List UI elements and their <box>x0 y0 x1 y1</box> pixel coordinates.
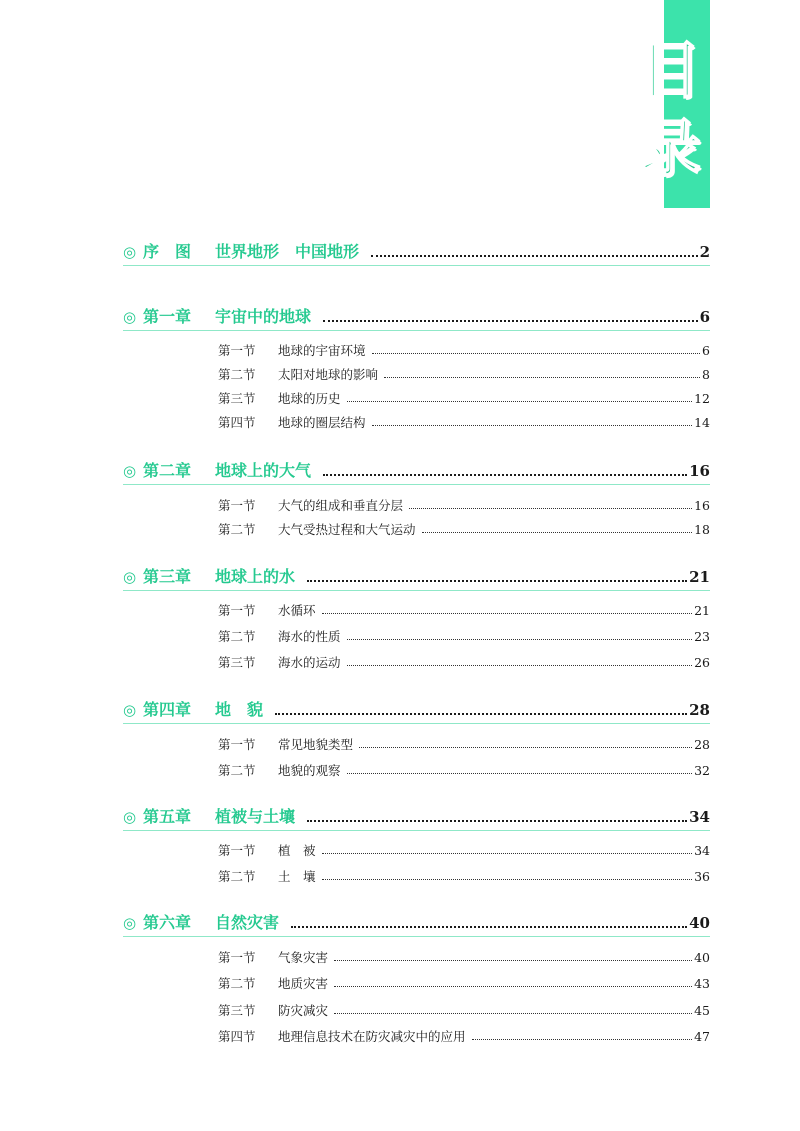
section-title: 地球的宇宙环境 <box>278 343 366 358</box>
section-label: 第四节 <box>218 1029 256 1044</box>
section-page-number: 40 <box>694 949 710 965</box>
chapter-title: 世界地形 中国地形 <box>215 242 360 261</box>
dot-leader <box>347 773 693 774</box>
toc-section-row[interactable] <box>218 411 710 433</box>
section-label: 第一节 <box>218 498 256 513</box>
dot-leader <box>291 926 687 928</box>
section-page-number: 12 <box>694 390 710 406</box>
bullet-icon: ◎ <box>123 308 137 326</box>
dot-leader <box>322 879 693 880</box>
toc-section-row[interactable] <box>218 1025 710 1047</box>
chapter-page-number: 21 <box>689 568 710 586</box>
section-title: 地球的历史 <box>278 391 341 406</box>
chapter-label: 第五章 <box>143 807 192 826</box>
chapter-title: 地 貌 <box>215 700 264 719</box>
bullet-icon: ◎ <box>123 568 137 586</box>
toc-chapter-row[interactable] <box>123 458 710 485</box>
toc-section-row[interactable] <box>218 599 710 621</box>
section-title: 地球的圈层结构 <box>278 415 366 430</box>
section-label: 第一节 <box>218 603 256 618</box>
section-title: 地理信息技术在防灾减灾中的应用 <box>278 1029 466 1044</box>
section-page-number: 18 <box>694 521 710 537</box>
section-page-number: 21 <box>694 602 710 618</box>
section-label: 第二节 <box>218 629 256 644</box>
chapter-page-number: 2 <box>699 243 710 261</box>
chapter-title: 地球上的大气 <box>215 461 312 480</box>
toc-section-row[interactable] <box>218 363 710 385</box>
chapter-label: 序 图 <box>143 242 192 261</box>
chapter-title: 地球上的水 <box>215 567 296 586</box>
section-page-number: 26 <box>694 654 710 670</box>
chapter-page-number: 28 <box>689 701 710 719</box>
dot-leader <box>322 613 693 614</box>
chapter-page-number: 40 <box>689 914 710 932</box>
toc-section-row[interactable] <box>218 387 710 409</box>
section-title: 防灾减灾 <box>278 1003 329 1018</box>
section-label: 第一节 <box>218 843 256 858</box>
toc-chapter-row[interactable] <box>123 804 710 831</box>
dot-leader <box>359 747 692 748</box>
toc-section-row[interactable] <box>218 865 710 887</box>
dot-leader <box>422 532 693 533</box>
section-title: 地貌的观察 <box>278 763 341 778</box>
toc-section-row[interactable] <box>218 651 710 673</box>
dot-leader <box>322 853 693 854</box>
toc-section-row[interactable] <box>218 759 710 781</box>
section-label: 第三节 <box>218 391 256 406</box>
toc-chapter-row[interactable] <box>123 239 710 266</box>
chapter-label: 第三章 <box>143 567 192 586</box>
chapter-page-number: 16 <box>689 462 710 480</box>
section-page-number: 14 <box>694 414 710 430</box>
dot-leader <box>372 353 701 354</box>
dot-leader <box>307 820 687 822</box>
section-label: 第一节 <box>218 343 256 358</box>
section-page-number: 32 <box>694 762 710 778</box>
section-page-number: 23 <box>694 628 710 644</box>
section-title: 植 被 <box>278 843 316 858</box>
section-label: 第一节 <box>218 737 256 752</box>
chapter-label: 第二章 <box>143 461 192 480</box>
section-title: 水循环 <box>278 603 316 618</box>
section-page-number: 45 <box>694 1002 710 1018</box>
dot-leader <box>409 508 692 509</box>
toc-chapter-row[interactable] <box>123 304 710 331</box>
section-label: 第二节 <box>218 976 256 991</box>
bullet-icon: ◎ <box>123 243 137 261</box>
dot-leader <box>372 425 693 426</box>
section-page-number: 34 <box>694 842 710 858</box>
toc-section-row[interactable] <box>218 518 710 540</box>
section-label: 第二节 <box>218 522 256 537</box>
page-title-char-1: 目 <box>638 34 701 107</box>
dot-leader <box>275 713 687 715</box>
chapter-title: 宇宙中的地球 <box>215 307 312 326</box>
section-page-number: 16 <box>694 497 710 513</box>
section-page-number: 43 <box>694 975 710 991</box>
section-label: 第二节 <box>218 367 256 382</box>
dot-leader <box>371 255 698 257</box>
dot-leader <box>323 474 687 476</box>
chapter-title: 植被与土壤 <box>215 807 296 826</box>
toc-chapter-row[interactable] <box>123 564 710 591</box>
section-title: 大气受热过程和大气运动 <box>278 522 416 537</box>
section-page-number: 28 <box>694 736 710 752</box>
section-label: 第三节 <box>218 655 256 670</box>
section-title: 海水的运动 <box>278 655 341 670</box>
section-title: 太阳对地球的影响 <box>278 367 379 382</box>
dot-leader <box>347 639 693 640</box>
section-label: 第三节 <box>218 1003 256 1018</box>
toc-section-row[interactable] <box>218 733 710 755</box>
toc-section-row[interactable] <box>218 946 710 968</box>
chapter-label: 第一章 <box>143 307 192 326</box>
dot-leader <box>472 1039 693 1040</box>
section-title: 气象灾害 <box>278 950 329 965</box>
section-title: 常见地貌类型 <box>278 737 354 752</box>
section-page-number: 8 <box>702 366 710 382</box>
bullet-icon: ◎ <box>123 808 137 826</box>
dot-leader <box>323 320 698 322</box>
section-label: 第二节 <box>218 869 256 884</box>
dot-leader <box>347 401 693 402</box>
dot-leader <box>334 986 692 987</box>
chapter-title: 自然灾害 <box>215 913 280 932</box>
section-title: 地质灾害 <box>278 976 329 991</box>
section-page-number: 6 <box>702 342 710 358</box>
dot-leader <box>334 1013 692 1014</box>
page-title-char-2: 录 <box>638 112 701 185</box>
chapter-page-number: 6 <box>699 308 710 326</box>
chapter-label: 第六章 <box>143 913 192 932</box>
dot-leader <box>384 377 700 378</box>
section-label: 第二节 <box>218 763 256 778</box>
toc-section-row[interactable] <box>218 999 710 1021</box>
toc-chapter-row[interactable] <box>123 697 710 724</box>
dot-leader <box>347 665 693 666</box>
dot-leader <box>334 960 692 961</box>
section-label: 第一节 <box>218 950 256 965</box>
toc-section-row[interactable] <box>218 972 710 994</box>
chapter-label: 第四章 <box>143 700 192 719</box>
bullet-icon: ◎ <box>123 701 137 719</box>
section-page-number: 36 <box>694 868 710 884</box>
toc-section-row[interactable] <box>218 625 710 647</box>
toc-section-row[interactable] <box>218 839 710 861</box>
toc-section-row[interactable] <box>218 494 710 516</box>
chapter-page-number: 34 <box>689 808 710 826</box>
bullet-icon: ◎ <box>123 914 137 932</box>
dot-leader <box>307 580 687 582</box>
section-page-number: 47 <box>694 1028 710 1044</box>
section-title: 海水的性质 <box>278 629 341 644</box>
section-title: 大气的组成和垂直分层 <box>278 498 404 513</box>
toc-section-row[interactable] <box>218 339 710 361</box>
toc-chapter-row[interactable] <box>123 910 710 937</box>
section-title: 土 壤 <box>278 869 316 884</box>
bullet-icon: ◎ <box>123 462 137 480</box>
section-label: 第四节 <box>218 415 256 430</box>
